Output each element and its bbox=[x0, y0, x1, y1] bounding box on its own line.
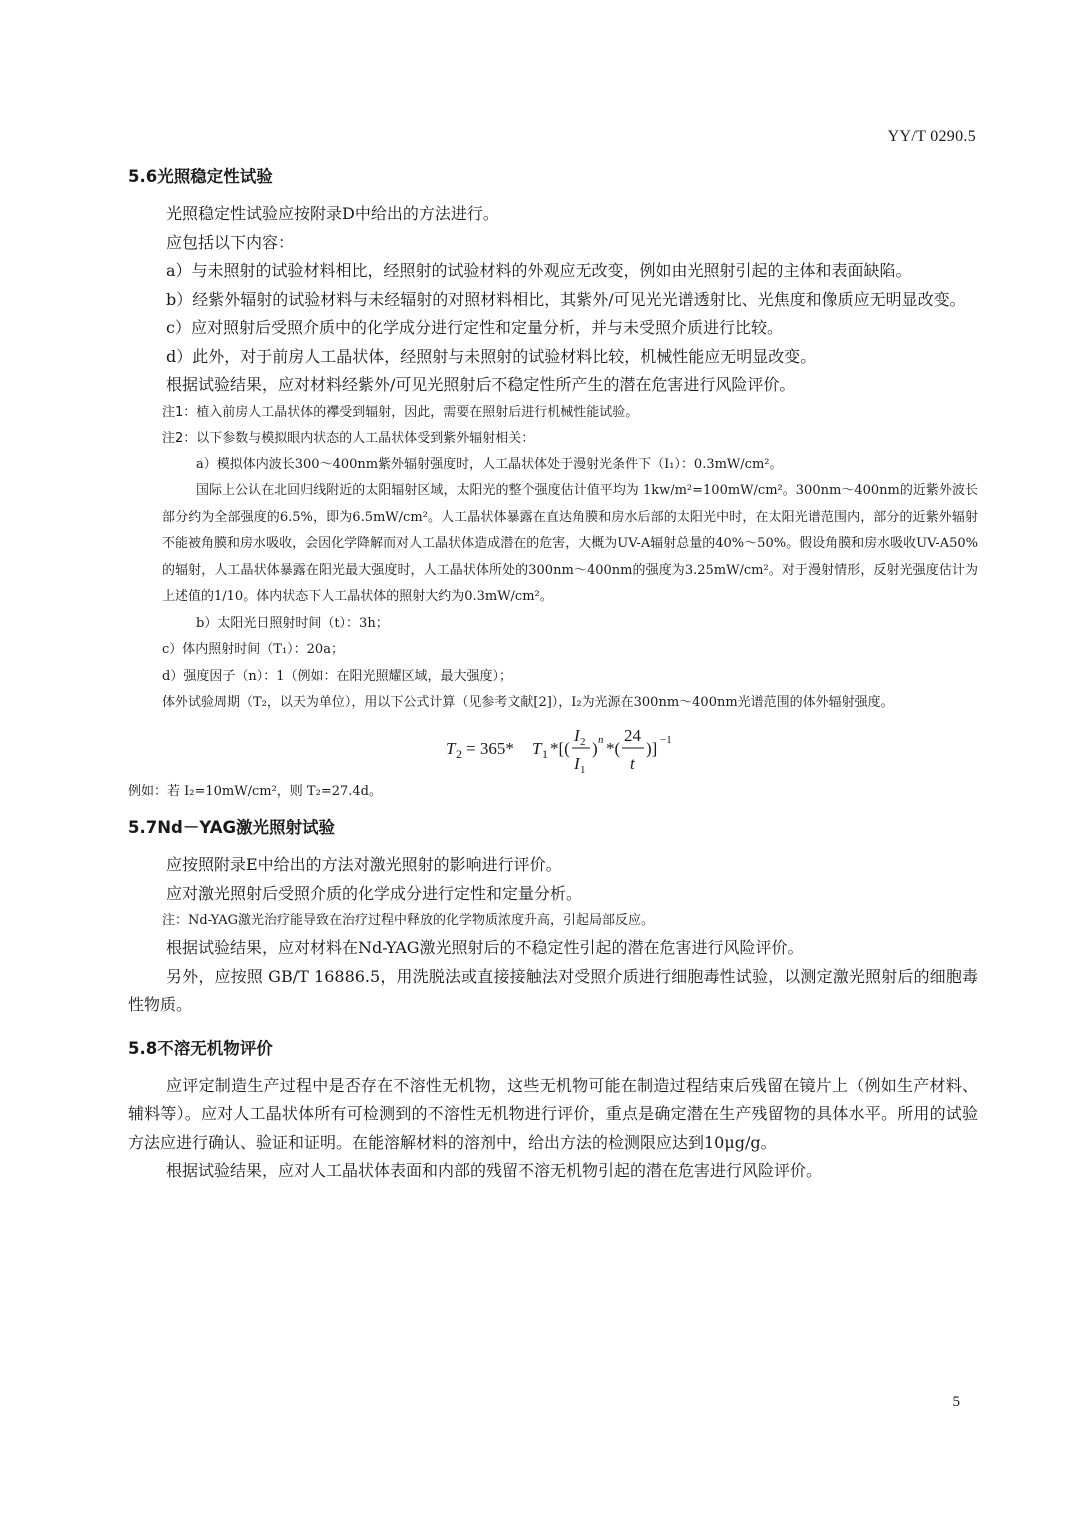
s58-paragraph-2: 根据试验结果，应对人工晶状体表面和内部的残留不溶无机物引起的潜在危害进行风险评价。 bbox=[166, 1161, 823, 1180]
svg-text:= 365*: = 365* bbox=[466, 738, 514, 758]
section-5-7-title: 5.7Nd－YAG激光照射试验 bbox=[128, 818, 336, 837]
svg-text:24: 24 bbox=[624, 725, 641, 745]
s57-note-text: Nd-YAG激光治疗能导致在治疗过程中释放的化学物质浓度升高，引起局部反应。 bbox=[188, 913, 655, 928]
svg-text:T: T bbox=[446, 738, 456, 758]
t2-formula bbox=[128, 717, 978, 779]
svg-text:1: 1 bbox=[580, 763, 586, 776]
note-2-text: 以下参数与模拟眼内状态的人工晶状体受到紫外辐射相关： bbox=[196, 430, 535, 446]
s56-conclusion: 根据试验结果，应对材料经紫外/可见光照射后不稳定性所产生的潜在危害进行风险评价。 bbox=[166, 375, 796, 394]
svg-text:2: 2 bbox=[456, 746, 462, 761]
page-content bbox=[128, 160, 978, 1186]
svg-text:I: I bbox=[574, 753, 580, 773]
note2-item-a: a）模拟体内波长300～400nm紫外辐射强度时，人工晶状体处于漫射光条件下（I₁）：0.3mW/cm²。 bbox=[196, 456, 783, 472]
s58-paragraph-1: 应评定制造生产过程中是否存在不溶性无机物，这些无机物可能在制造过程结束后残留在镜片上（例如生产材料、辅料等）。应对人工晶状体所有可检测到的不溶性无机物进行评价，重点是确定潜在生产残留物的具体水平。所用的试验方法应进行确认、验证和证明。在能溶解材料的溶剂中，给出方法的检测限应达到10μg/g。 bbox=[128, 1075, 978, 1152]
s56-note-1 bbox=[128, 400, 978, 426]
svg-text:*[(: *[( bbox=[550, 738, 570, 758]
standard-code: YY/T 0290.5 bbox=[887, 128, 976, 145]
s57-paragraph-2: 应对激光照射后受照介质的化学成分进行定性和定量分析。 bbox=[166, 883, 583, 903]
note2-item-a-explanation: 国际上公认在北回归线附近的太阳辐射区域，太阳光的整个强度估计值平均为 1kw/m²=100mW/cm²。300nm～400nm的近紫外波长部分约为全部强度的6.5%，即为6.5mW/cm²。人工晶状体暴露在直达角膜和房水后部的太阳光中时，在太阳光谱范围内，部分的近紫外辐射不能被角膜和房水吸收，会因化学降解而对人工晶状体造成潜在的危害，大概为UV-A辐射总量的40%～50%。假设角膜和房水吸收UV-A50%的辐射，人工晶状体暴露在阳光最大强度时，人工晶状体所处的300nm～400nm的强度为3.25mW/cm²。对于漫射情形，反射光强度估计为上述值的1/10。体内状态下人工晶状体的照射大约为0.3mW/cm²。 bbox=[162, 483, 978, 604]
svg-text:): ) bbox=[592, 738, 598, 758]
s56-note-2 bbox=[128, 426, 978, 452]
note-1-text: 植入前房人工晶状体的襻受到辐射，因此，需要在照射后进行机械性能试验。 bbox=[196, 404, 639, 420]
s56-item-d: d）此外，对于前房人工晶状体，经照射与未照射的试验材料比较，机械性能应无明显改变。 bbox=[166, 346, 817, 366]
note2-item-d: d）强度因子（n）：1（例如：在阳光照耀区域，最大强度）； bbox=[162, 668, 512, 684]
s57-note bbox=[128, 908, 978, 934]
svg-text:1: 1 bbox=[542, 746, 548, 761]
s56-item-b: b）经紫外辐射的试验材料与未经辐射的对照材料相比，其紫外/可见光光谱透射比、光焦度和像质应无明显改变。 bbox=[166, 289, 966, 309]
svg-text:I: I bbox=[574, 725, 580, 745]
note-2-label: 注2： bbox=[162, 430, 197, 446]
section-5-6-title: 5.6光照稳定性试验 bbox=[128, 167, 273, 186]
s56-item-a: a）与未照射的试验材料相比，经照射的试验材料的外观应无改变，例如由光照射引起的主体和表面缺陷。 bbox=[166, 261, 912, 280]
s57-paragraph-4: 另外，应按照 GB/T 16886.5，用洗脱法或直接接触法对受照介质进行细胞毒性试验，以测定激光照射后的细胞毒性物质。 bbox=[128, 966, 978, 1014]
svg-text:)]: )] bbox=[646, 738, 658, 758]
s57-note-label: 注： bbox=[162, 913, 189, 928]
svg-text:*(: *( bbox=[606, 738, 621, 758]
svg-text:−1: −1 bbox=[660, 733, 672, 746]
svg-text:2: 2 bbox=[580, 735, 586, 748]
test-period-description: 体外试验周期（T₂，以天为单位），用以下公式计算（见参考文献[2]），I₂为光源在300nm～400nm光谱范围的体外辐射强度。 bbox=[162, 695, 894, 710]
note2-item-c: c）体内照射时间（T₁）：20a； bbox=[162, 642, 344, 657]
formula-example: 例如：若 I₂=10mW/cm²，则 T₂=27.4d。 bbox=[128, 783, 382, 799]
s56-paragraph-1: 光照稳定性试验应按附录D中给出的方法进行。 bbox=[166, 204, 499, 223]
svg-text:n: n bbox=[598, 733, 604, 746]
s56-item-c: c）应对照射后受照介质中的化学成分进行定性和定量分析，并与未受照介质进行比较。 bbox=[166, 318, 783, 337]
page-number: 5 bbox=[952, 1394, 960, 1410]
note2-item-b: b）太阳光日照射时间（t）：3h； bbox=[196, 615, 389, 631]
svg-text:T: T bbox=[532, 738, 542, 758]
t2-formula-graphic bbox=[446, 717, 706, 779]
note-1-label: 注1： bbox=[162, 404, 197, 420]
s56-paragraph-2: 应包括以下内容： bbox=[166, 232, 295, 252]
section-5-8-title: 5.8不溶无机物评价 bbox=[128, 1038, 273, 1058]
svg-text:t: t bbox=[630, 753, 635, 773]
s57-paragraph-1: 应按照附录E中给出的方法对激光照射的影响进行评价。 bbox=[166, 855, 562, 874]
s57-paragraph-3: 根据试验结果，应对材料在Nd-YAG激光照射后的不稳定性引起的潜在危害进行风险评价。 bbox=[166, 938, 804, 957]
